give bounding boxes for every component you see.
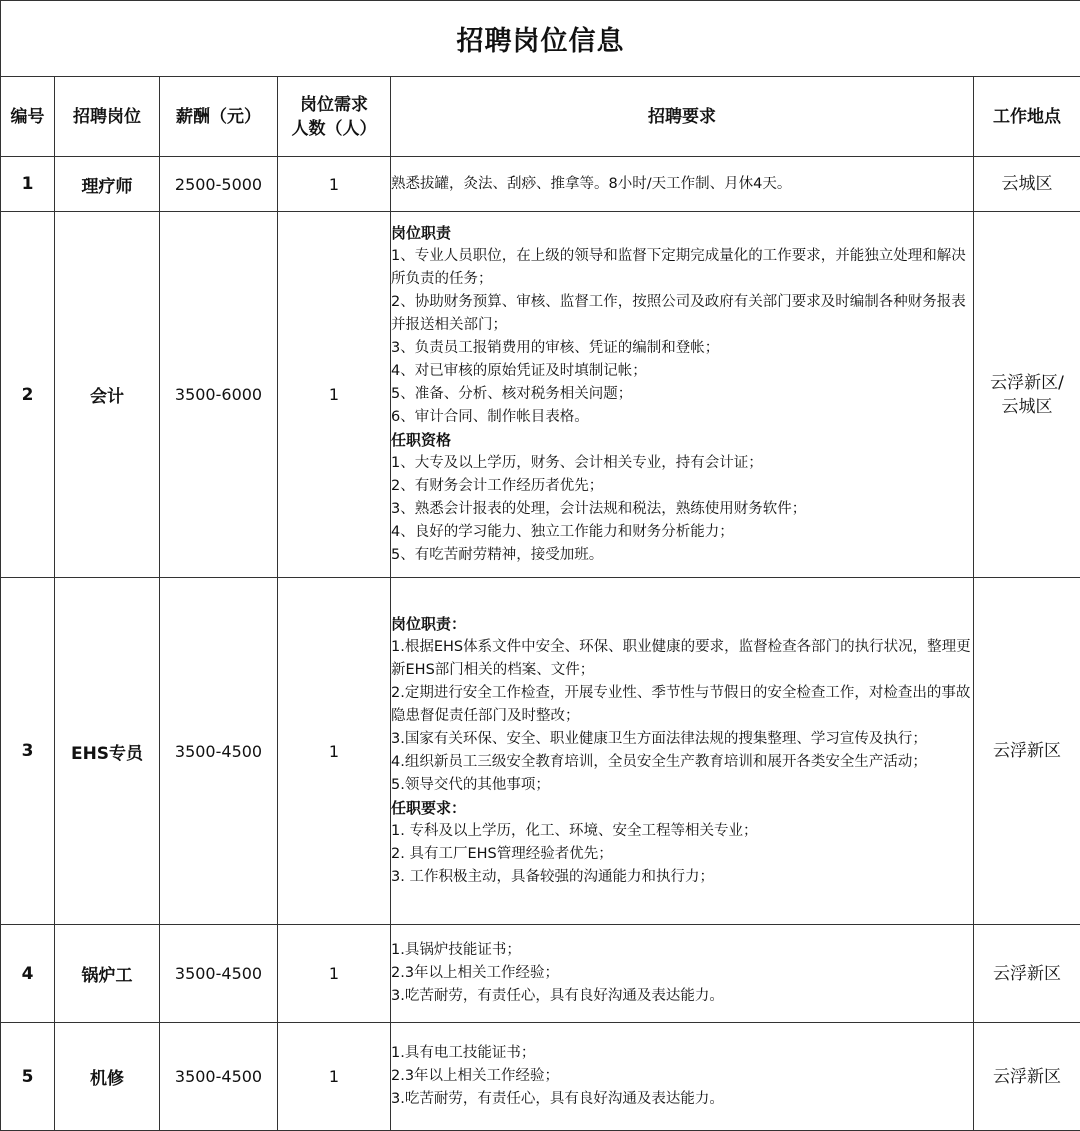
header-location: 工作地点 bbox=[974, 77, 1080, 157]
requirement-line: 1、专业人员职位，在上级的领导和监督下定期完成量化的工作要求，并能独立处理和解决所负责的任务； bbox=[391, 248, 966, 287]
header-no: 编号 bbox=[1, 77, 55, 157]
requirement-heading: 岗位职责： bbox=[391, 615, 467, 633]
header-count bbox=[278, 77, 391, 157]
requirement-line: 1、大专及以上学历，财务、会计相关专业，持有会计证； bbox=[391, 455, 763, 471]
location-line: 云浮新区 bbox=[993, 963, 1062, 984]
row-salary: 3500-4500 bbox=[160, 578, 278, 925]
row-salary: 3500-6000 bbox=[160, 212, 278, 578]
row-requirements bbox=[391, 1023, 974, 1131]
row-location bbox=[974, 157, 1080, 212]
requirement-line: 1.根据EHS体系文件中安全、环保、职业健康的要求，监督检查各部门的执行状况，整理更新EHS部门相关的档案、文件； bbox=[391, 639, 971, 678]
requirement-line: 4.组织新员工三级安全教育培训，全员安全生产教育培训和展开各类安全生产活动； bbox=[391, 754, 927, 770]
row-position: EHS专员 bbox=[55, 578, 160, 925]
table-row bbox=[1, 925, 1080, 1023]
row-requirements bbox=[391, 157, 974, 212]
requirement-line: 3. 工作积极主动，具备较强的沟通能力和执行力； bbox=[391, 869, 714, 885]
page-title: 招聘岗位信息 bbox=[1, 1, 1080, 77]
requirement-line: 5、准备、分析、核对税务相关问题； bbox=[391, 386, 633, 402]
row-number: 1 bbox=[1, 157, 55, 212]
row-number: 3 bbox=[1, 578, 55, 925]
header-salary: 薪酬（元） bbox=[160, 77, 278, 157]
requirement-line: 1.具有电工技能证书； bbox=[391, 1045, 536, 1061]
row-number: 2 bbox=[1, 212, 55, 578]
requirement-heading: 任职资格 bbox=[391, 431, 452, 449]
requirement-line: 4、对已审核的原始凭证及时填制记帐； bbox=[391, 363, 647, 379]
requirement-line: 1.具锅炉技能证书； bbox=[391, 942, 521, 958]
row-count: 1 bbox=[278, 1023, 391, 1131]
table-row bbox=[1, 212, 1080, 578]
row-position: 锅炉工 bbox=[55, 925, 160, 1023]
requirement-line: 2、有财务会计工作经历者优先； bbox=[391, 478, 604, 494]
location-line: 云浮新区/ bbox=[990, 372, 1064, 393]
header-position: 招聘岗位 bbox=[55, 77, 160, 157]
table-row bbox=[1, 1023, 1080, 1131]
row-salary: 3500-4500 bbox=[160, 1023, 278, 1131]
requirement-line: 6、审计合同、制作帐目表格。 bbox=[391, 409, 589, 425]
header-row bbox=[1, 77, 1080, 157]
requirement-line: 2.定期进行安全工作检查，开展专业性、季节性与节假日的安全检查工作，对检查出的事故隐患督促责任部门及时整改； bbox=[391, 685, 971, 724]
header-count-line2: 人数（人） bbox=[291, 118, 377, 139]
requirement-line: 3.吃苦耐劳，有责任心，具有良好沟通及表达能力。 bbox=[391, 1091, 724, 1107]
table-row bbox=[1, 578, 1080, 925]
row-number: 4 bbox=[1, 925, 55, 1023]
requirement-line: 熟悉拔罐，灸法、刮痧、推拿等。8小时/天工作制、月休4天。 bbox=[391, 175, 792, 192]
table-body bbox=[1, 157, 1080, 1131]
requirement-heading: 任职要求： bbox=[391, 799, 467, 817]
requirement-line: 3.吃苦耐劳，有责任心，具有良好沟通及表达能力。 bbox=[391, 988, 724, 1004]
row-count: 1 bbox=[278, 212, 391, 578]
row-position: 理疗师 bbox=[55, 157, 160, 212]
row-salary: 2500-5000 bbox=[160, 157, 278, 212]
header-requirements: 招聘要求 bbox=[391, 77, 974, 157]
requirement-line: 1. 专科及以上学历，化工、环境、安全工程等相关专业； bbox=[391, 823, 758, 839]
row-count: 1 bbox=[278, 925, 391, 1023]
requirement-line: 5.领导交代的其他事项； bbox=[391, 777, 550, 793]
row-location bbox=[974, 212, 1080, 578]
location-line: 云浮新区 bbox=[993, 1066, 1062, 1087]
header-count-line1: 岗位需求 bbox=[300, 94, 368, 115]
requirement-line: 5、有吃苦耐劳精神，接受加班。 bbox=[391, 547, 604, 563]
requirement-line: 3、熟悉会计报表的处理，会计法规和税法，熟练使用财务软件； bbox=[391, 501, 807, 517]
requirement-heading: 岗位职责 bbox=[391, 224, 452, 242]
table-row bbox=[1, 157, 1080, 212]
requirement-line: 2、协助财务预算、审核、监督工作，按照公司及政府有关部门要求及时编制各种财务报表并报送相关部门； bbox=[391, 294, 966, 333]
row-location bbox=[974, 925, 1080, 1023]
row-number: 5 bbox=[1, 1023, 55, 1131]
location-line: 云城区 bbox=[1001, 174, 1053, 194]
location-line: 云浮新区 bbox=[993, 741, 1062, 761]
row-location bbox=[974, 1023, 1080, 1131]
row-position: 会计 bbox=[55, 212, 160, 578]
row-position: 机修 bbox=[55, 1023, 160, 1131]
row-requirements bbox=[391, 212, 974, 578]
requirement-line: 3.国家有关环保、安全、职业健康卫生方面法律法规的搜集整理、学习宣传及执行； bbox=[391, 731, 927, 747]
row-salary: 3500-4500 bbox=[160, 925, 278, 1023]
requirement-line: 3、负责员工报销费用的审核、凭证的编制和登帐； bbox=[391, 340, 720, 356]
requirement-line: 2. 具有工厂EHS管理经验者优先； bbox=[391, 846, 613, 862]
location-line: 云城区 bbox=[1001, 396, 1053, 417]
row-location bbox=[974, 578, 1080, 925]
row-count: 1 bbox=[278, 578, 391, 925]
requirement-line: 2.3年以上相关工作经验； bbox=[391, 1068, 560, 1084]
row-count: 1 bbox=[278, 157, 391, 212]
row-requirements bbox=[391, 925, 974, 1023]
row-requirements bbox=[391, 578, 974, 925]
requirement-line: 2.3年以上相关工作经验； bbox=[391, 965, 560, 981]
requirement-line: 4、良好的学习能力、独立工作能力和财务分析能力； bbox=[391, 524, 734, 540]
